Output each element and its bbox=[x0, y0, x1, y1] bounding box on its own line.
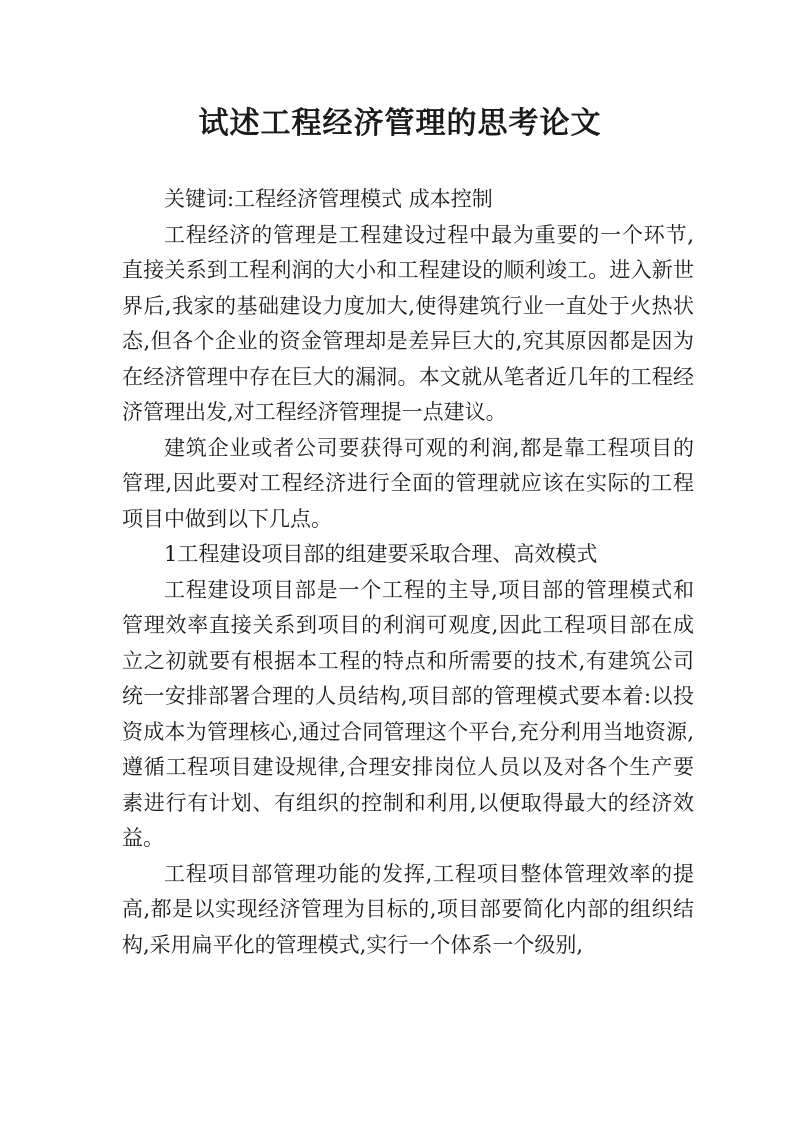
paragraph: 工程经济的管理是工程建设过程中最为重要的一个环节,直接关系到工程利润的大小和工程建设的顺利竣工。进入新世界后,我家的基础建设力度加大,使得建筑行业一直处于火热状态,但各个企业的资金管理却是差异巨大的,究其原因都是因为在经济管理中存在巨大的漏洞。本文就从笔者近几年的工程经济管理出发,对工程经济管理提一点建议。 bbox=[122, 222, 694, 424]
document-body bbox=[122, 182, 694, 963]
paragraph: 工程建设项目部是一个工程的主导,项目部的管理模式和管理效率直接关系到项目的利润可观度,因此工程项目部在成立之初就要有根据本工程的特点和所需要的技术,有建筑公司统一安排部署合理的人员结构,项目部的管理模式要本着:以投资成本为管理核心,通过合同管理这个平台,充分利用当地资源,遵循工程项目建设规律,合理安排岗位人员以及对各个生产要素进行有计划、有组织的控制和利用,以便取得最大的经济效益。 bbox=[122, 577, 694, 850]
document-title: 试述工程经济管理的思考论文 bbox=[198, 106, 602, 141]
section-heading: 1工程建设项目部的组建要采取合理、高效模式 bbox=[164, 542, 598, 566]
paragraph: 工程项目部管理功能的发挥,工程项目整体管理效率的提高,都是以实现经济管理为目标的,项目部要简化内部的组织结构,采用扁平化的管理模式,实行一个体系一个级别, bbox=[122, 861, 694, 957]
paragraph: 建筑企业或者公司要获得可观的利润,都是靠工程项目的管理,因此要对工程经济进行全面的管理就应该在实际的工程项目中做到以下几点。 bbox=[122, 435, 694, 531]
keywords-line: 关键词:工程经济管理模式 成本控制 bbox=[164, 187, 493, 211]
